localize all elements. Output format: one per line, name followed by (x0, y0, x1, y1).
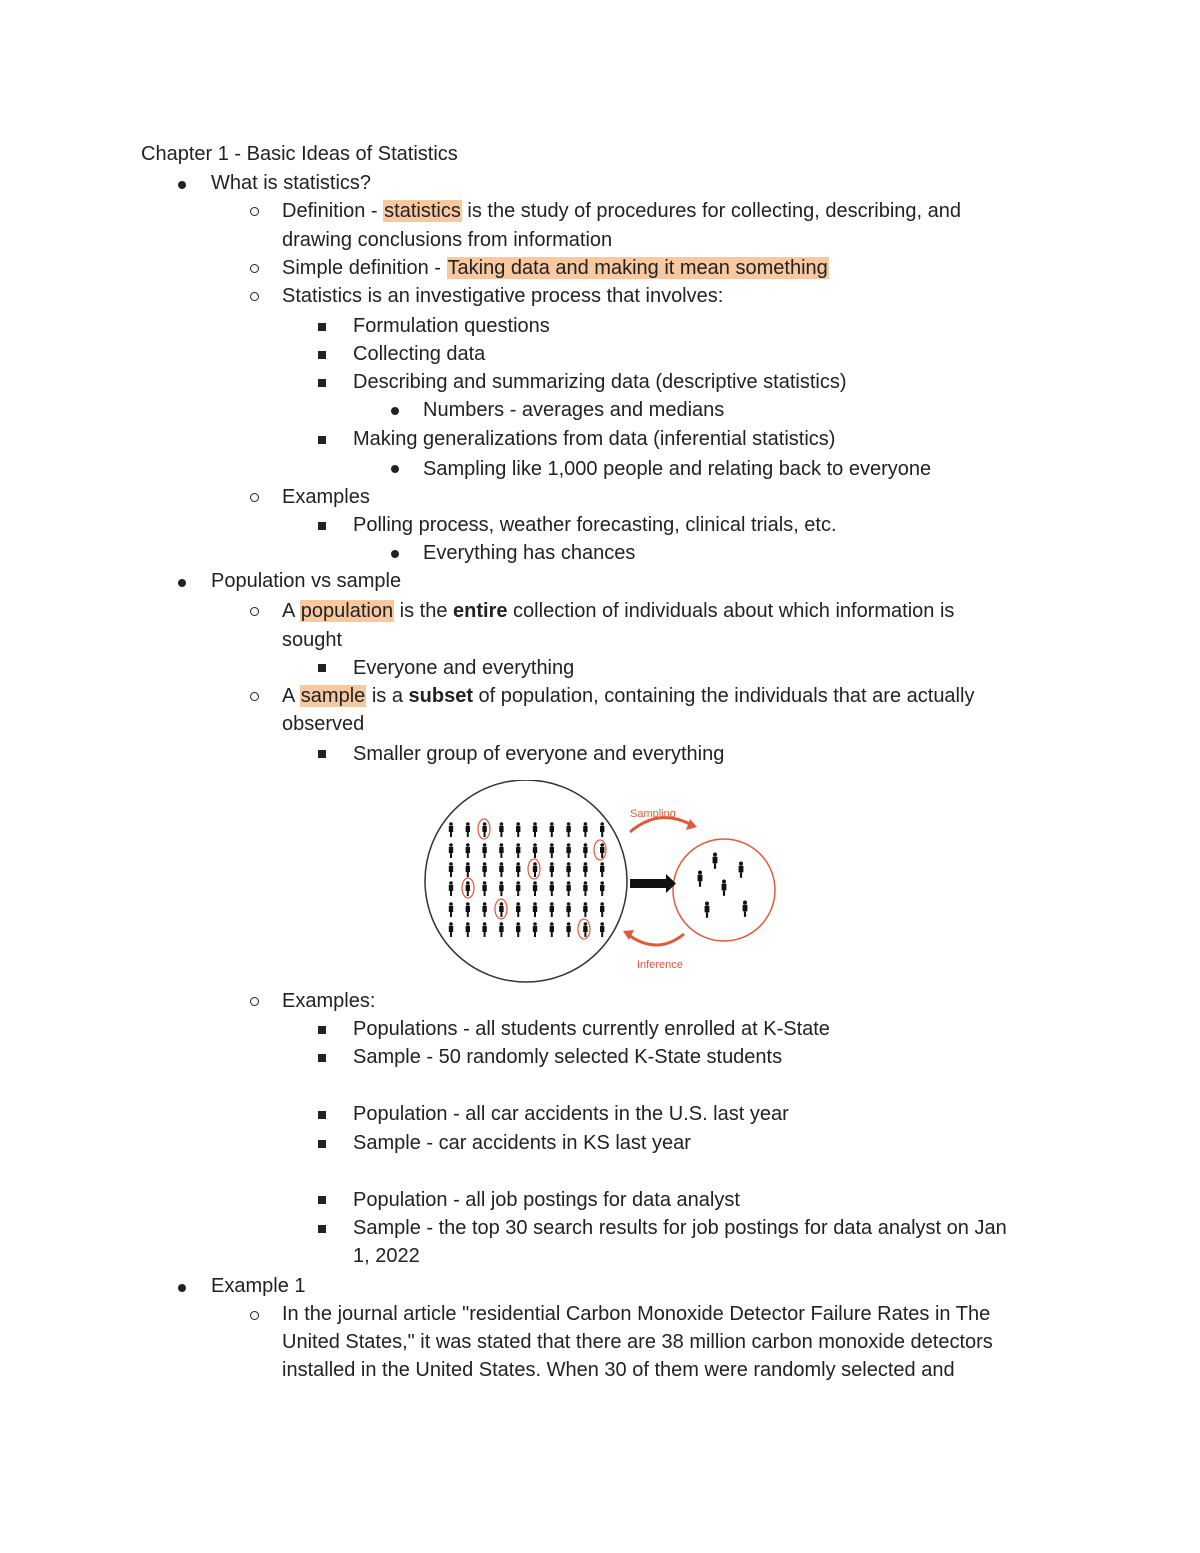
person-icon (449, 843, 453, 858)
process-item-3-sub: Numbers - averages and medians (423, 399, 725, 421)
person-icon (466, 902, 470, 917)
process-item-3: Describing and summarizing data (descriptive statistics) (353, 371, 847, 393)
bullet-square (318, 522, 326, 530)
section-what-is-statistics: What is statistics? (211, 172, 372, 194)
person-icon (722, 880, 727, 896)
person-icon (600, 881, 604, 896)
person-icon (449, 922, 453, 937)
person-icon (516, 922, 520, 937)
bullet-ring (250, 997, 259, 1006)
sample-sub: Smaller group of everyone and everything (353, 743, 725, 765)
population-examples-heading: Examples: (282, 990, 376, 1012)
person-icon (466, 862, 470, 877)
person-icon (739, 862, 744, 878)
examples-heading: Examples (282, 486, 370, 508)
example-sample-2: Sample - car accidents in KS last year (353, 1132, 691, 1154)
sample-prefix: A (282, 685, 300, 707)
person-icon (499, 881, 503, 896)
chapter-title: Chapter 1 - Basic Ideas of Statistics (141, 143, 458, 165)
bullet-dot (391, 550, 399, 558)
example-sample-3: Sample - the top 30 search results for job postings for data analyst on Jan (353, 1217, 1007, 1239)
example-1-text-3: installed in the United States. When 30 of them were randomly selected and (282, 1359, 955, 1381)
population-sub: Everyone and everything (353, 657, 575, 679)
bullet-square (318, 436, 326, 444)
example-1-text-1: In the journal article "residential Carbon Monoxide Detector Failure Rates in The (282, 1303, 991, 1325)
bullet-ring (250, 207, 259, 216)
person-icon (698, 871, 703, 887)
person-icon (600, 902, 604, 917)
person-icon (743, 901, 748, 917)
definition-line (282, 197, 961, 225)
example-population-3: Population - all job postings for data analyst (353, 1189, 740, 1211)
bold-entire: entire (453, 600, 508, 622)
definition-label: Definition - (282, 200, 384, 222)
sample-text-1: is a (366, 685, 409, 707)
sampling-diagram (418, 780, 788, 985)
person-icon (482, 862, 486, 877)
bullet-ring (250, 607, 259, 616)
person-icon (466, 822, 470, 837)
person-icon (550, 822, 554, 837)
person-icon (516, 881, 520, 896)
bullet-dot (391, 465, 399, 473)
population-definition (282, 597, 954, 625)
examples-item-1-sub: Everything has chances (423, 542, 636, 564)
bullet-dot (391, 407, 399, 415)
bullet-ring (250, 692, 259, 701)
bullet-square (318, 1140, 326, 1148)
person-icon (583, 862, 587, 877)
person-icon (550, 922, 554, 937)
bullet-square (318, 379, 326, 387)
person-icon (482, 843, 486, 858)
person-icon (600, 922, 604, 937)
person-icon (713, 853, 718, 869)
person-icon (550, 902, 554, 917)
process-item-4-sub: Sampling like 1,000 people and relating back to everyone (423, 458, 932, 480)
person-icon (516, 843, 520, 858)
person-icon (516, 862, 520, 877)
person-icon (583, 843, 587, 858)
bullet-square (318, 351, 326, 359)
person-icon (482, 922, 486, 937)
bullet-ring (250, 292, 259, 301)
simple-definition-line (282, 254, 829, 282)
person-icon (449, 822, 453, 837)
person-icon (499, 922, 503, 937)
person-icon (600, 822, 604, 837)
definition-line-2: drawing conclusions from information (282, 229, 613, 251)
bullet-ring (250, 493, 259, 502)
person-icon (516, 902, 520, 917)
simple-definition-label: Simple definition - (282, 257, 447, 279)
bullet-square (318, 1196, 326, 1204)
person-icon (583, 881, 587, 896)
person-icon (566, 822, 570, 837)
process-line: Statistics is an investigative process that involves: (282, 285, 724, 307)
person-icon (466, 922, 470, 937)
person-icon (482, 902, 486, 917)
person-icon (566, 922, 570, 937)
person-icon (449, 902, 453, 917)
person-icon (705, 902, 710, 918)
person-icon (550, 843, 554, 858)
bullet-square (318, 323, 326, 331)
person-icon (482, 822, 486, 837)
definition-text: is the study of procedures for collecting, describing, and (461, 200, 962, 222)
population-text-2: collection of individuals about which information is (507, 600, 955, 622)
person-icon (583, 922, 587, 937)
person-icon (482, 881, 486, 896)
sample-definition-2: observed (282, 713, 365, 735)
bullet-square (318, 1111, 326, 1119)
highlight-sample: sample (300, 685, 366, 707)
person-icon (533, 843, 537, 858)
process-item-4: Making generalizations from data (inferential statistics) (353, 428, 836, 450)
examples-item-1: Polling process, weather forecasting, clinical trials, etc. (353, 514, 837, 536)
bold-subset: subset (408, 685, 473, 707)
bullet-ring (250, 1311, 259, 1320)
population-circle (425, 780, 627, 982)
person-icon (449, 881, 453, 896)
inference-arrow (630, 934, 684, 945)
highlight-population: population (300, 600, 394, 622)
example-population-2: Population - all car accidents in the U.S. last year (353, 1103, 789, 1125)
person-icon (516, 822, 520, 837)
highlight-statistics: statistics (384, 200, 461, 222)
arrow-body (630, 879, 668, 888)
person-icon (583, 902, 587, 917)
person-icon (600, 843, 604, 858)
sample-definition (282, 682, 974, 710)
bullet-dot (178, 579, 186, 587)
person-icon (499, 862, 503, 877)
bullet-dot (178, 1284, 186, 1292)
example-sample-1: Sample - 50 randomly selected K-State students (353, 1046, 783, 1068)
person-icon (466, 843, 470, 858)
person-icon (533, 822, 537, 837)
person-icon (566, 843, 570, 858)
person-icon (566, 862, 570, 877)
example-sample-3-cont: 1, 2022 (353, 1245, 420, 1267)
person-icon (533, 862, 537, 877)
bullet-square (318, 1225, 326, 1233)
example-population-1: Populations - all students currently enrolled at K-State (353, 1018, 830, 1040)
process-item-1: Formulation questions (353, 315, 550, 337)
example-1-text-2: United States," it was stated that there are 38 million carbon monoxide detectors (282, 1331, 993, 1353)
process-item-2: Collecting data (353, 343, 486, 365)
person-icon (533, 922, 537, 937)
person-icon (600, 862, 604, 877)
bullet-square (318, 750, 326, 758)
person-icon (533, 902, 537, 917)
person-icon (566, 881, 570, 896)
person-icon (449, 862, 453, 877)
person-icon (550, 881, 554, 896)
inference-label: Inference (637, 959, 683, 971)
highlight-simple-definition: Taking data and making it mean something (447, 257, 828, 279)
person-icon (499, 902, 503, 917)
person-icon (566, 902, 570, 917)
person-icon (499, 822, 503, 837)
bullet-dot (178, 181, 186, 189)
sampling-label: Sampling (630, 808, 676, 820)
section-example-1: Example 1 (211, 1275, 306, 1297)
bullet-square (318, 664, 326, 672)
person-icon (550, 862, 554, 877)
person-icon (499, 843, 503, 858)
section-population-vs-sample: Population vs sample (211, 570, 402, 592)
bullet-square (318, 1026, 326, 1034)
sample-text-2: of population, containing the individuals that are actually (473, 685, 975, 707)
person-icon (466, 881, 470, 896)
bullet-square (318, 1054, 326, 1062)
person-icon (533, 881, 537, 896)
population-prefix: A (282, 600, 300, 622)
population-definition-2: sought (282, 629, 343, 651)
bullet-ring (250, 264, 259, 273)
sample-people (698, 853, 748, 918)
person-icon (583, 822, 587, 837)
population-text-1: is the (394, 600, 454, 622)
